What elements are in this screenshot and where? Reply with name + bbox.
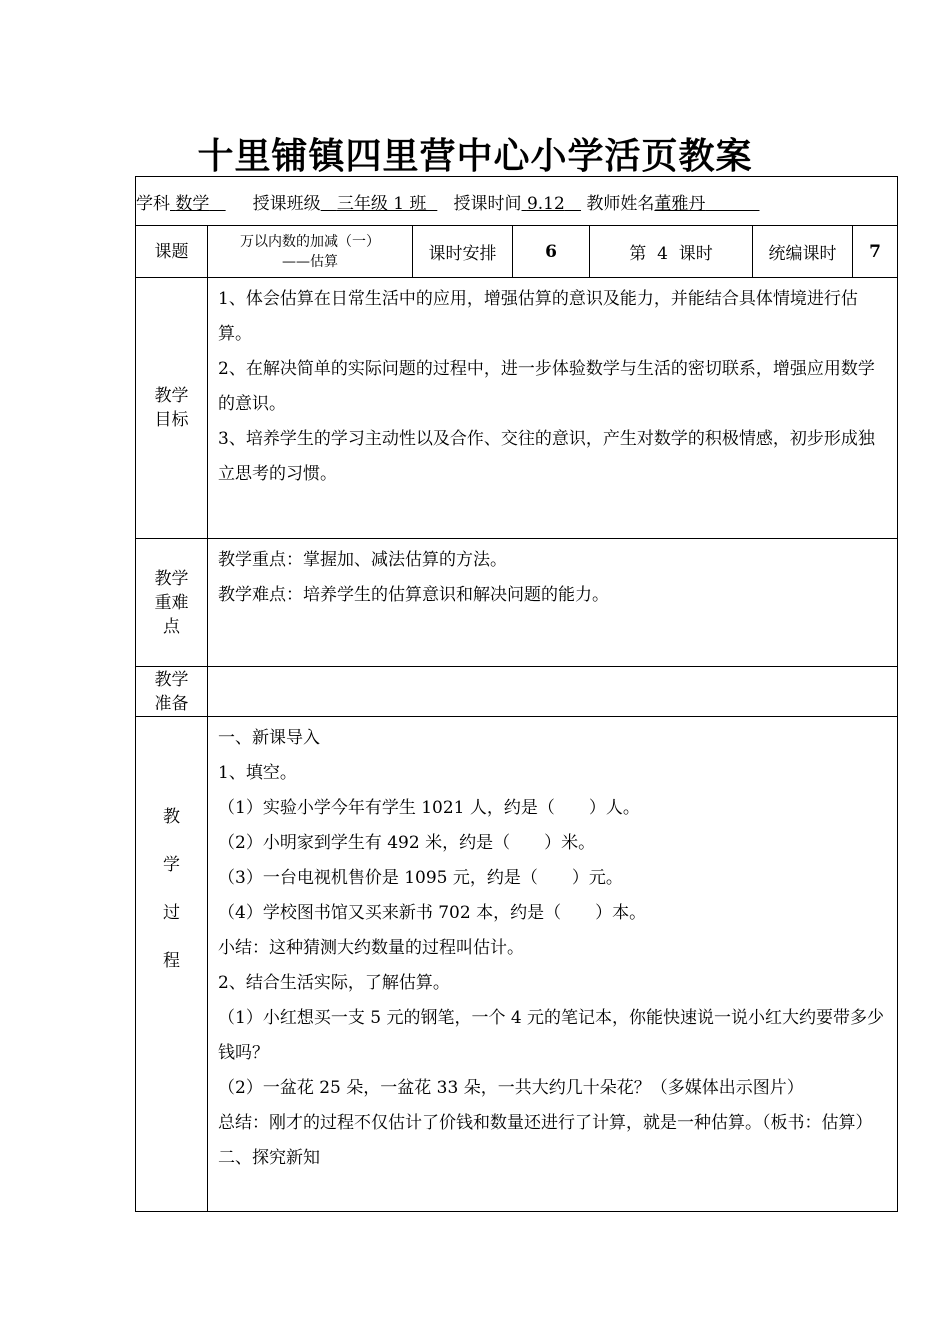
process-line: 小结：这种猜测大约数量的过程叫估计。 [218, 938, 524, 958]
process-line: （3）一台电视机售价是 1095 元，约是（ ）元。 [218, 868, 623, 888]
teacher-label: 教师姓名 [586, 193, 655, 214]
process-line: （1）实验小学今年有学生 1021 人，约是（ ）人。 [218, 798, 640, 818]
subject-value: 数学 [175, 193, 210, 214]
process-line: 总结：刚才的过程不仅估计了价钱和数量还进行了计算，就是一种估算。（板书：估算） [218, 1113, 873, 1133]
schedule-label: 课时安排 [413, 226, 513, 278]
process-line: （2）一盆花 25 朵，一盆花 33 朵，一共大约几十朵花？（多媒体出示图片） [218, 1078, 804, 1098]
subject-label: 学科 [136, 193, 170, 214]
objectives-label: 教学 目标 [136, 278, 208, 539]
objective-item: 3、培养学生的学习主动性以及合作、交往的意识，产生对数学的积极情感，初步形成独立思考的习惯。 [218, 429, 875, 484]
key-point-item: 教学重点：掌握加、减法估算的方法。 [218, 550, 507, 570]
preparation-row [136, 667, 898, 717]
objective-item: 2、在解决简单的实际问题的过程中，进一步体验数学与生活的密切联系，增强应用数学的意识。 [218, 359, 875, 414]
topic-row [136, 226, 898, 278]
objectives-content [208, 278, 898, 539]
process-line: 一、新课导入 [218, 728, 320, 748]
process-label: 教 学 过 程 [136, 717, 208, 1212]
class-value: 三年级 1 班 [336, 193, 427, 214]
page-title: 十里铺镇四里营中心小学活页教案 [197, 136, 753, 177]
unified-label: 统编课时 [753, 226, 853, 278]
key-points-content [208, 539, 898, 667]
time-value: 9.12 [526, 193, 565, 214]
schedule-value: 6 [513, 226, 590, 278]
topic-label: 课题 [136, 226, 208, 278]
process-row [136, 717, 898, 1212]
class-label: 授课班级 [252, 193, 321, 214]
process-line: （2）小明家到学生有 492 米，约是（ ）米。 [218, 833, 596, 853]
teacher-value: 董雅丹 [654, 193, 706, 214]
lesson-number: 第 4 课时 [590, 226, 753, 278]
header-info-row [136, 177, 898, 226]
process-line: 1、填空。 [218, 763, 297, 783]
objectives-row [136, 278, 898, 539]
key-point-item: 教学难点：培养学生的估算意识和解决问题的能力。 [218, 585, 609, 605]
process-line: 2、结合生活实际，了解估算。 [218, 973, 450, 993]
process-line: 二、探究新知 [218, 1148, 320, 1168]
objective-item: 1、体会估算在日常生活中的应用，增强估算的意识及能力，并能结合具体情境进行估算。 [218, 289, 858, 344]
process-line: （1）小红想买一支 5 元的钢笔，一个 4 元的笔记本，你能快速说一说小红大约要带多少钱吗？ [218, 1008, 885, 1063]
key-points-row [136, 539, 898, 667]
preparation-content [208, 667, 898, 717]
process-line: （4）学校图书馆又买来新书 702 本，约是（ ）本。 [218, 903, 647, 923]
topic-line-2: ——估算 [282, 253, 338, 270]
process-content [208, 717, 898, 1212]
topic-line-1: 万以内数的加减（一） [240, 233, 380, 250]
key-points-label: 教学 重难 点 [136, 539, 208, 667]
preparation-label: 教学 准备 [136, 667, 208, 717]
topic-value [208, 226, 413, 278]
time-label: 授课时间 [453, 193, 522, 214]
lesson-plan-table [135, 176, 898, 1212]
unified-value: 7 [853, 226, 898, 278]
